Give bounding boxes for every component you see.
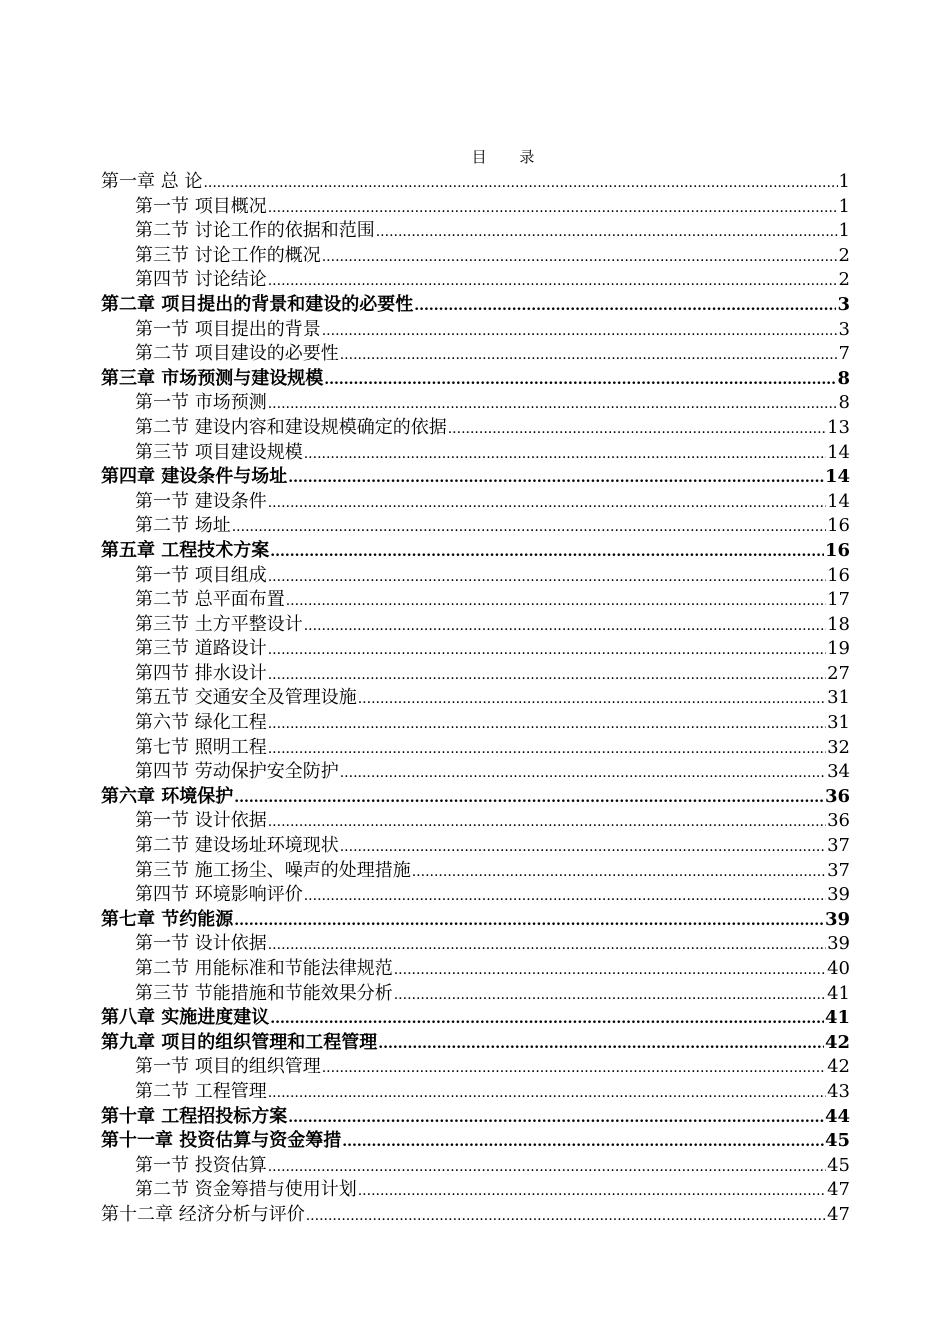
toc-entry-label: 第十一章 投资估算与资金筹措	[101, 1130, 342, 1152]
toc-dot-leader	[286, 589, 826, 613]
toc-dot-leader	[448, 417, 826, 441]
toc-entry-page-number: 2	[838, 244, 850, 266]
toc-entry-page-number: 7	[838, 343, 850, 365]
toc-section-entry[interactable]	[101, 514, 850, 539]
toc-entry-page-number: 39	[827, 933, 850, 955]
toc-section-entry[interactable]	[101, 416, 850, 441]
toc-entry-label: 第二节 场址	[135, 515, 231, 537]
toc-section-entry[interactable]	[101, 490, 850, 515]
toc-section-entry[interactable]	[101, 268, 850, 293]
toc-entry-label: 第九章 项目的组织管理和工程管理	[101, 1031, 378, 1053]
toc-dot-leader	[304, 884, 826, 908]
toc-entry-label: 第一节 市场预测	[135, 392, 267, 414]
toc-section-entry[interactable]	[101, 391, 850, 416]
toc-entry-page-number: 37	[827, 859, 850, 881]
toc-entry-label: 第三节 讨论工作的概况	[135, 244, 321, 266]
toc-section-entry[interactable]	[101, 1055, 850, 1080]
toc-entry-label: 第五节 交通安全及管理设施	[135, 687, 357, 709]
toc-entry-label: 第一节 项目组成	[135, 564, 267, 586]
toc-dot-leader	[268, 1155, 826, 1179]
toc-section-entry[interactable]	[101, 982, 850, 1007]
toc-dot-leader	[340, 343, 838, 367]
toc-entry-page-number: 1	[838, 195, 850, 217]
toc-entry-page-number: 32	[827, 736, 850, 758]
toc-chapter-entry[interactable]	[101, 170, 850, 195]
toc-section-entry[interactable]	[101, 342, 850, 367]
toc-entry-page-number: 14	[824, 466, 850, 488]
toc-entry-label: 第四节 讨论结论	[135, 269, 267, 291]
toc-title: 目 录	[471, 148, 549, 166]
toc-dot-leader	[268, 810, 826, 834]
toc-chapter-entry[interactable]	[101, 1129, 850, 1154]
toc-entry-label: 第十二章 经济分析与评价	[101, 1203, 305, 1225]
toc-section-entry[interactable]	[101, 318, 850, 343]
toc-entry-label: 第二节 总平面布置	[135, 589, 285, 611]
toc-chapter-entry[interactable]	[101, 465, 850, 490]
toc-entry-label: 第一节 建设条件	[135, 490, 267, 512]
toc-chapter-entry[interactable]	[101, 1006, 850, 1031]
toc-dot-leader	[378, 1032, 824, 1056]
toc-dot-leader	[340, 835, 826, 859]
toc-entry-page-number: 31	[827, 712, 850, 734]
toc-entry-label: 第六节 绿化工程	[135, 712, 267, 734]
toc-dot-leader	[268, 196, 838, 220]
toc-dot-leader	[268, 933, 826, 957]
toc-dot-leader	[306, 1204, 826, 1228]
toc-dot-leader	[322, 1056, 826, 1080]
toc-dot-leader	[268, 269, 838, 293]
toc-entry-page-number: 36	[824, 785, 850, 807]
toc-entry-label: 第七节 照明工程	[135, 736, 267, 758]
toc-dot-leader	[203, 171, 837, 195]
toc-entry-label: 第三节 施工扬尘、噪声的处理措施	[135, 859, 411, 881]
toc-dot-leader	[358, 1179, 826, 1203]
toc-chapter-entry[interactable]	[101, 1203, 850, 1228]
toc-entry-label: 第一节 项目概况	[135, 195, 267, 217]
toc-dot-leader	[268, 1081, 826, 1105]
toc-entry-page-number: 44	[824, 1105, 850, 1127]
toc-dot-leader	[270, 1007, 824, 1031]
toc-entry-page-number: 47	[827, 1179, 850, 1201]
toc-dot-leader	[342, 1130, 824, 1154]
toc-section-entry[interactable]	[101, 244, 850, 269]
toc-dot-leader	[268, 392, 838, 416]
toc-entry-page-number: 39	[824, 908, 850, 930]
toc-entry-page-number: 40	[827, 958, 850, 979]
toc-entry-page-number: 45	[824, 1130, 850, 1152]
toc-dot-leader	[412, 860, 826, 884]
toc-entry-page-number: 18	[827, 613, 850, 635]
toc-chapter-entry[interactable]	[101, 1105, 850, 1130]
toc-entry-page-number: 27	[827, 662, 850, 684]
toc-section-entry[interactable]	[101, 662, 850, 687]
toc-entry-label: 第六章 环境保护	[101, 785, 234, 807]
toc-dot-leader	[394, 958, 826, 982]
toc-entry-label: 第二节 资金筹措与使用计划	[135, 1179, 357, 1201]
toc-section-entry[interactable]	[101, 1154, 850, 1179]
toc-section-entry[interactable]	[101, 932, 850, 957]
toc-dot-leader	[232, 515, 826, 539]
toc-section-entry[interactable]	[101, 760, 850, 785]
toc-dot-leader	[322, 319, 838, 343]
toc-dot-leader	[288, 466, 824, 490]
toc-dot-leader	[376, 220, 838, 244]
toc-entry-label: 第三节 道路设计	[135, 638, 267, 660]
toc-dot-leader	[268, 638, 826, 662]
toc-section-entry[interactable]	[101, 441, 850, 466]
toc-dot-leader	[288, 1106, 824, 1130]
toc-entry-page-number: 37	[827, 835, 850, 857]
toc-entry-page-number: 1	[838, 171, 850, 192]
toc-entry-page-number: 43	[827, 1080, 850, 1102]
toc-entry-page-number: 41	[824, 1007, 850, 1029]
toc-dot-leader	[304, 614, 826, 638]
toc-chapter-entry[interactable]	[101, 293, 850, 318]
toc-dot-leader	[304, 442, 826, 466]
toc-section-entry[interactable]	[101, 613, 850, 638]
toc-dot-leader	[268, 712, 826, 736]
toc-entry-page-number: 31	[827, 687, 850, 709]
toc-dot-leader	[268, 565, 826, 589]
toc-entry-page-number: 1	[838, 220, 850, 242]
toc-entry-label: 第三章 市场预测与建设规模	[101, 367, 324, 389]
toc-entry-page-number: 41	[827, 982, 850, 1004]
toc-entry-page-number: 16	[827, 564, 850, 586]
toc-section-entry[interactable]	[101, 809, 850, 834]
toc-entry-label: 第十章 工程招投标方案	[101, 1105, 288, 1127]
toc-dot-leader	[268, 491, 826, 515]
toc-entry-page-number: 16	[824, 539, 850, 561]
toc-chapter-entry[interactable]	[101, 908, 850, 933]
toc-entry-page-number: 8	[837, 367, 850, 389]
toc-entry-page-number: 2	[838, 269, 850, 291]
toc-entry-label: 第一节 项目提出的背景	[135, 318, 321, 340]
toc-entry-label: 第二节 讨论工作的依据和范围	[135, 220, 375, 242]
toc-entry-label: 第二章 项目提出的背景和建设的必要性	[101, 293, 414, 315]
toc-entry-page-number: 39	[827, 884, 850, 906]
toc-entry-page-number: 14	[827, 441, 850, 463]
toc-entry-page-number: 47	[827, 1203, 850, 1225]
toc-section-entry[interactable]	[101, 564, 850, 589]
toc-section-entry[interactable]	[101, 859, 850, 884]
toc-dot-leader	[340, 761, 826, 785]
toc-dot-leader	[324, 368, 836, 392]
toc-section-entry[interactable]	[101, 1178, 850, 1203]
toc-entry-page-number: 13	[827, 416, 850, 438]
toc-entry-label: 第四章 建设条件与场址	[101, 466, 288, 488]
toc-chapter-entry[interactable]	[101, 367, 850, 392]
toc-section-entry[interactable]	[101, 711, 850, 736]
toc-entry-label: 第一节 项目的组织管理	[135, 1056, 321, 1078]
toc-entry-page-number: 17	[827, 589, 850, 611]
toc-entry-page-number: 42	[824, 1031, 850, 1053]
toc-entry-label: 第二节 项目建设的必要性	[135, 343, 339, 365]
toc-section-entry[interactable]	[101, 883, 850, 908]
toc-entry-label: 第三节 土方平整设计	[135, 613, 303, 635]
toc-entry-label: 第二节 工程管理	[135, 1080, 267, 1102]
toc-entry-label: 第二节 建设场址环境现状	[135, 835, 339, 857]
toc-entry-page-number: 42	[827, 1056, 850, 1078]
toc-entry-page-number: 8	[838, 392, 850, 414]
toc-chapter-entry[interactable]	[101, 785, 850, 810]
toc-dot-leader	[234, 786, 824, 810]
toc-dot-leader	[322, 245, 838, 269]
toc-dot-leader	[414, 294, 836, 318]
toc-entry-label: 第二节 建设内容和建设规模确定的依据	[135, 416, 447, 438]
toc-section-entry[interactable]	[101, 736, 850, 761]
toc-entry-label: 第一节 投资估算	[135, 1154, 267, 1176]
toc-entry-page-number: 36	[827, 810, 850, 832]
toc-entry-label: 第五章 工程技术方案	[101, 539, 270, 561]
toc-entry-page-number: 19	[827, 638, 850, 660]
toc-dot-leader	[394, 983, 826, 1007]
toc-entry-label: 第八章 实施进度建议	[101, 1007, 270, 1029]
toc-entry-label: 第七章 节约能源	[101, 908, 234, 930]
toc-chapter-entry[interactable]	[101, 539, 850, 564]
toc-entry-page-number: 3	[838, 318, 850, 340]
toc-entry-page-number: 45	[827, 1154, 850, 1176]
toc-section-entry[interactable]	[101, 686, 850, 711]
toc-entry-label: 第一节 设计依据	[135, 933, 267, 955]
toc-dot-leader	[268, 663, 826, 687]
toc-dot-leader	[268, 737, 826, 761]
toc-section-entry[interactable]	[101, 1080, 850, 1105]
toc-entry-page-number: 16	[827, 515, 850, 537]
toc-entry-label: 第四节 劳动保护安全防护	[135, 761, 339, 783]
toc-section-entry[interactable]	[101, 637, 850, 662]
table-of-contents	[101, 170, 850, 1228]
toc-chapter-entry[interactable]	[101, 1031, 850, 1056]
toc-entry-page-number: 14	[827, 490, 850, 512]
toc-dot-leader	[358, 687, 826, 711]
toc-dot-leader	[270, 540, 824, 564]
toc-entry-label: 第三节 项目建设规模	[135, 441, 303, 463]
toc-section-entry[interactable]	[101, 957, 850, 982]
toc-section-entry[interactable]	[101, 834, 850, 859]
toc-section-entry[interactable]	[101, 195, 850, 220]
toc-entry-page-number: 34	[827, 761, 850, 783]
toc-entry-label: 第四节 环境影响评价	[135, 884, 303, 906]
toc-entry-label: 第三节 节能措施和节能效果分析	[135, 982, 393, 1004]
toc-section-entry[interactable]	[101, 588, 850, 613]
toc-entry-label: 第四节 排水设计	[135, 662, 267, 684]
toc-section-entry[interactable]	[101, 219, 850, 244]
toc-dot-leader	[234, 909, 824, 933]
toc-entry-label: 第一章 总 论	[101, 171, 203, 192]
toc-entry-label: 第一节 设计依据	[135, 810, 267, 832]
toc-entry-page-number: 3	[837, 293, 850, 315]
toc-entry-label: 第二节 用能标准和节能法律规范	[135, 958, 393, 979]
